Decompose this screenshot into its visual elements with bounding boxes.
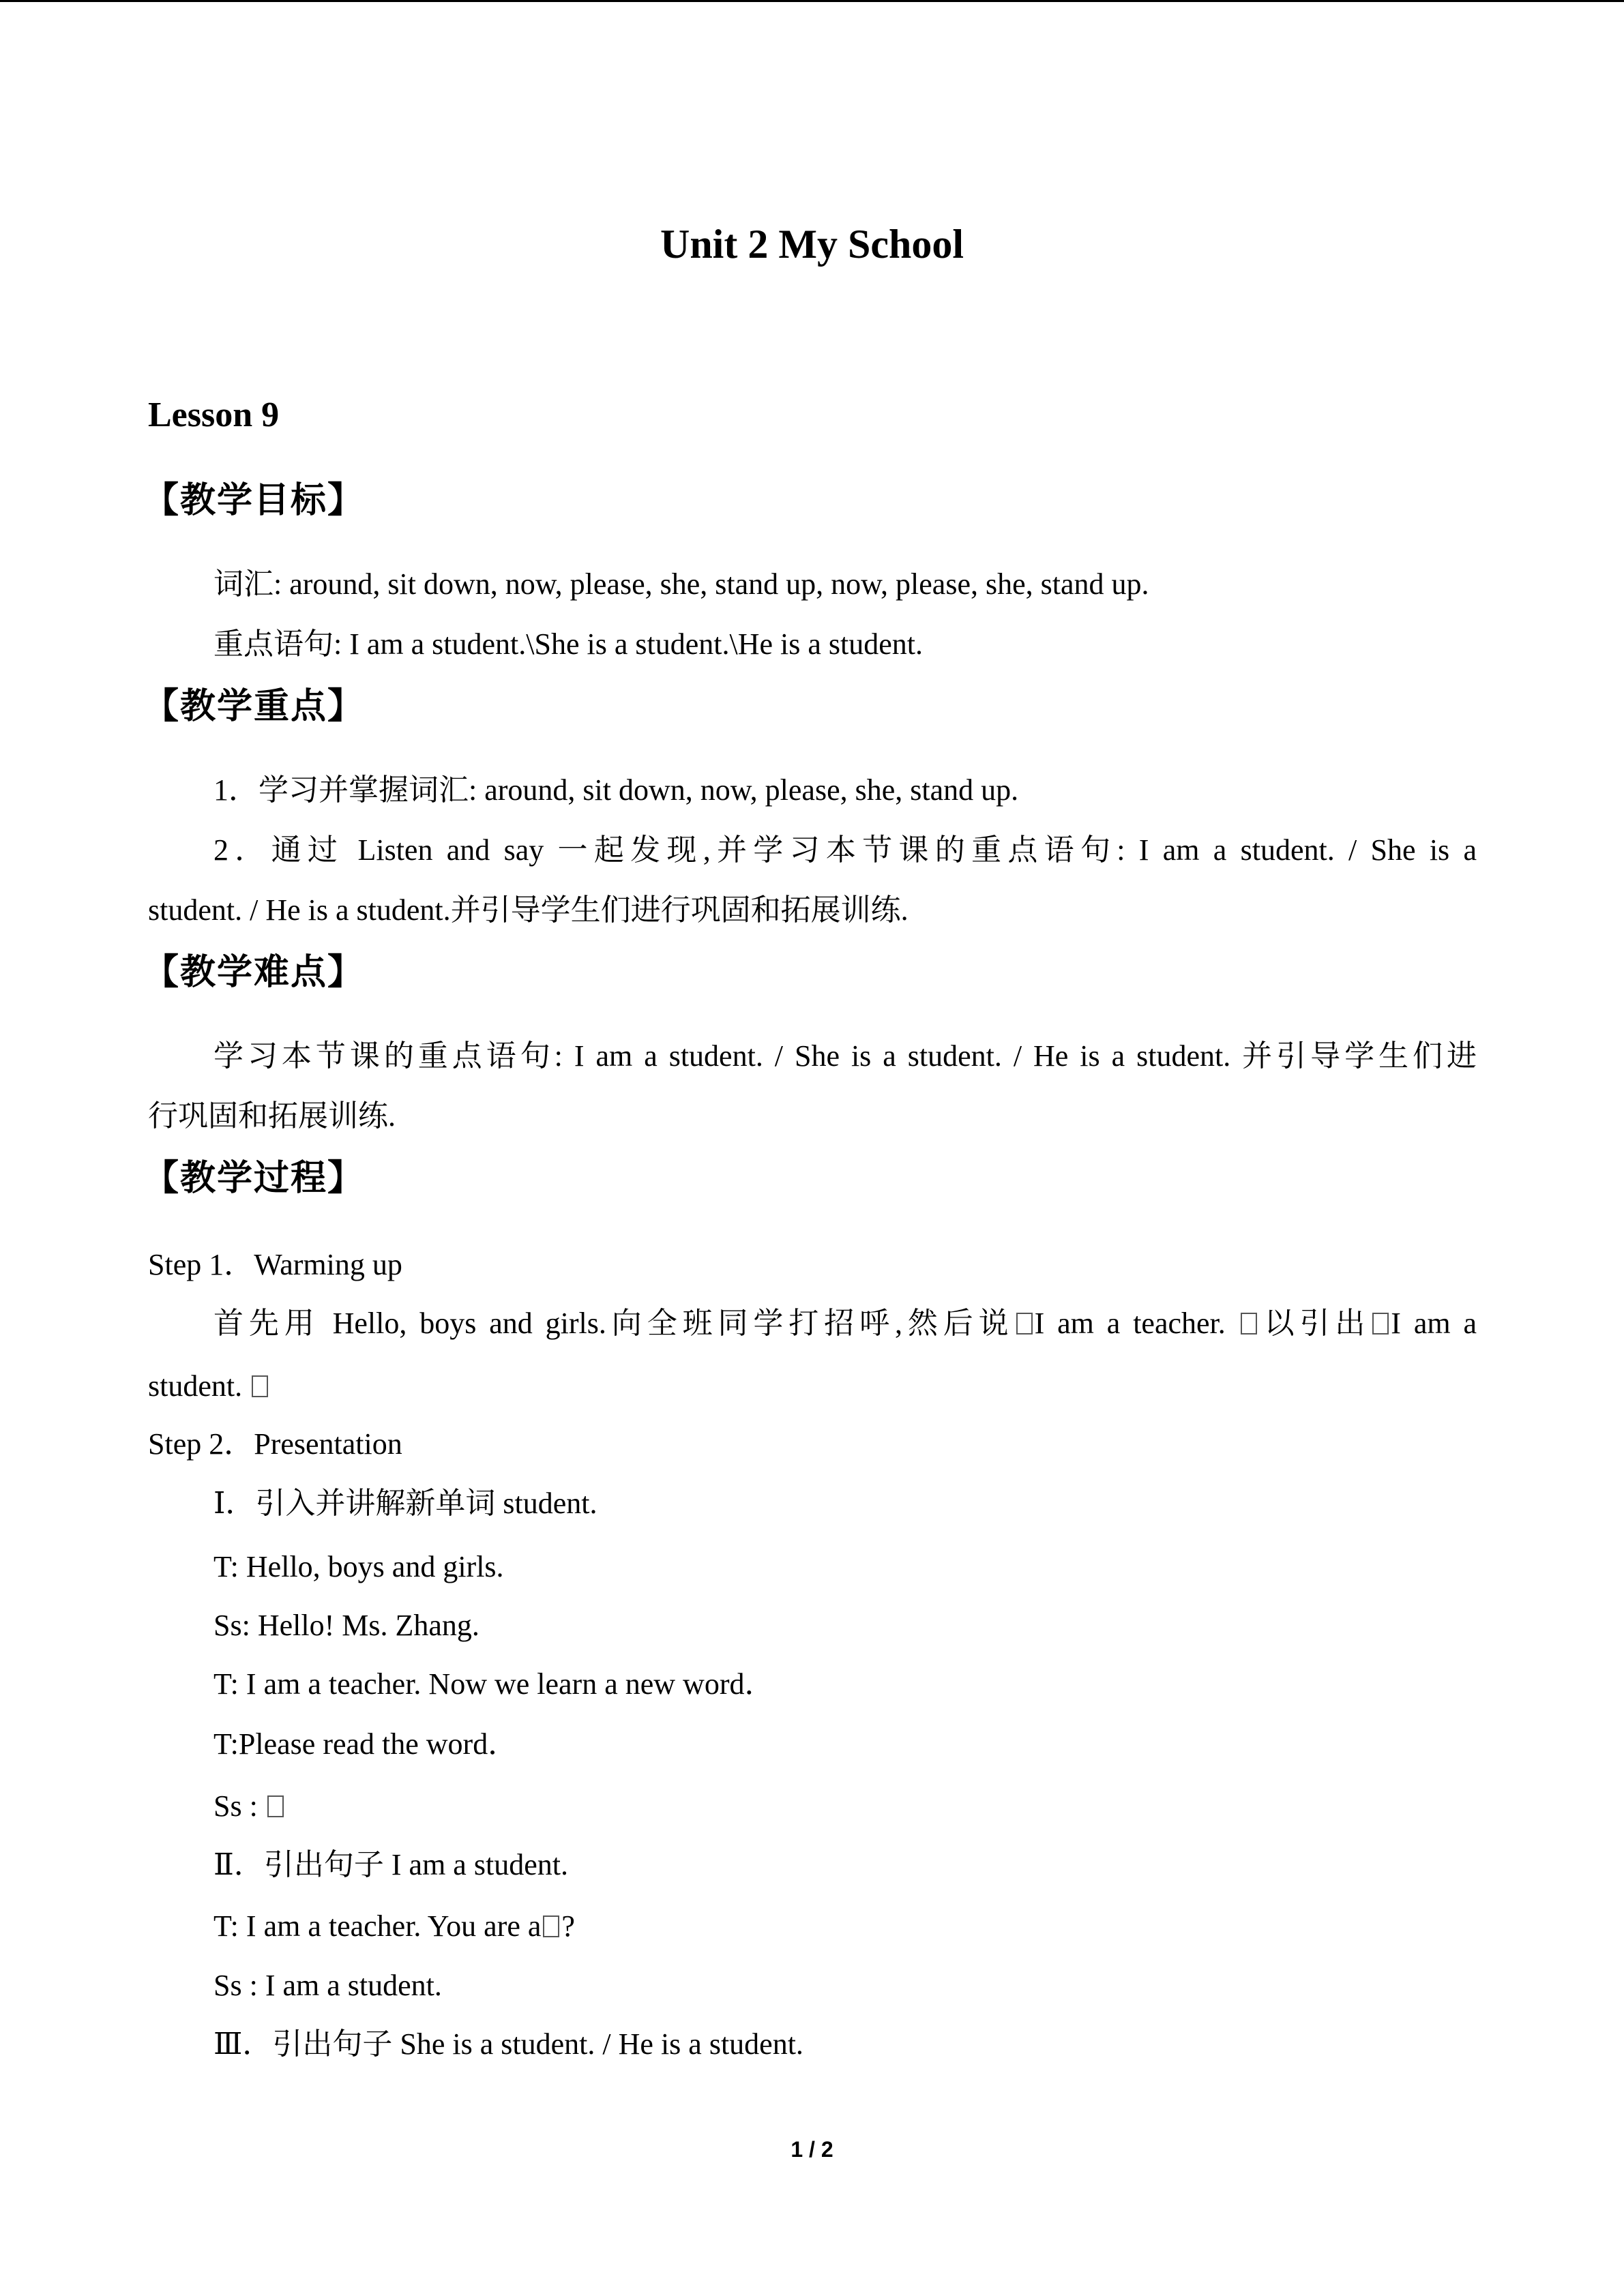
difficulties-line-1: 学习本节课的重点语句: I am a student. / She is a student. / He is a student. 并引导学生们进 [213, 1039, 1477, 1073]
page-title: Unit 2 My School [660, 222, 964, 267]
missing-glyph-box [252, 1375, 268, 1397]
difficulties-line-2: 行巩固和拓展训练. [148, 1099, 396, 1133]
key-point-item-2-line-2: student. / He is a student.并引导学生们进行巩固和拓展训练. [148, 893, 909, 927]
missing-glyph-box [1241, 1313, 1257, 1335]
dialogue-line-3: T: I am a teacher. Now we learn a new word． [213, 1667, 775, 1701]
step-1-text-b: I am a teacher. [1034, 1307, 1226, 1340]
step-1-heading: Step 1．Warming up [148, 1248, 402, 1281]
dialogue-line-6-text: T: I am a teacher. You are a [213, 1909, 542, 1943]
section-heading-difficulties: 【教学难点】 [143, 952, 365, 993]
key-point-item-2-line-1: 2．通过 Listen and say 一起发现,并学习本节课的重点语句: I am a student. / She is a [213, 833, 1477, 867]
lesson-heading: Lesson 9 [148, 396, 280, 434]
dialogue-line-5 [213, 1791, 286, 1821]
section-heading-objectives: 【教学目标】 [143, 480, 365, 521]
missing-glyph-box [1372, 1313, 1389, 1335]
missing-glyph-box [1016, 1313, 1033, 1335]
missing-glyph-box [543, 1915, 559, 1937]
part-1-heading: Ⅰ．引入并讲解新单词 student. [213, 1487, 597, 1520]
step-1-text-a: 首先用 Hello, boys and girls.向全班同学打招呼,然后说 [213, 1307, 1014, 1340]
part-2-heading: Ⅱ．引出句子 I am a student. [213, 1848, 568, 1881]
dialogue-line-6-end: ? [561, 1909, 575, 1943]
section-heading-process: 【教学过程】 [143, 1158, 365, 1199]
dialogue-line-5-text: Ss : [213, 1789, 258, 1823]
key-point-item-1: 1．学习并掌握词汇: around, sit down, now, please, she, stand up. [213, 773, 1019, 807]
objectives-vocab: 词汇: around, sit down, now, please, she, stand up, now, please, she, stand up. [213, 567, 1149, 601]
step-1-text-d: I am a [1391, 1307, 1477, 1340]
step-2-heading: Step 2．Presentation [148, 1427, 402, 1461]
part-3-heading: Ⅲ．引出句子 She is a student. / He is a student. [213, 2027, 803, 2061]
missing-glyph-box [267, 1795, 284, 1817]
dialogue-line-7: Ss : I am a student. [213, 1969, 442, 2002]
objectives-sentences: 重点语句: I am a student.\She is a student.\He is a student. [213, 627, 923, 661]
step-1-line-2-text: student. [148, 1369, 243, 1403]
page-number: 1 / 2 [791, 2137, 833, 2162]
dialogue-line-2: Ss: Hello! Ms. Zhang. [213, 1609, 479, 1642]
dialogue-line-6 [213, 1911, 575, 1941]
dialogue-line-4: T:Please read the word． [213, 1727, 518, 1761]
section-heading-key-points: 【教学重点】 [143, 686, 365, 727]
step-1-line-2 [148, 1371, 270, 1401]
step-1-text-c: 以引出 [1258, 1307, 1371, 1340]
dialogue-line-1: T: Hello, boys and girls. [213, 1550, 504, 1583]
step-1-line-1 [213, 1309, 1477, 1339]
